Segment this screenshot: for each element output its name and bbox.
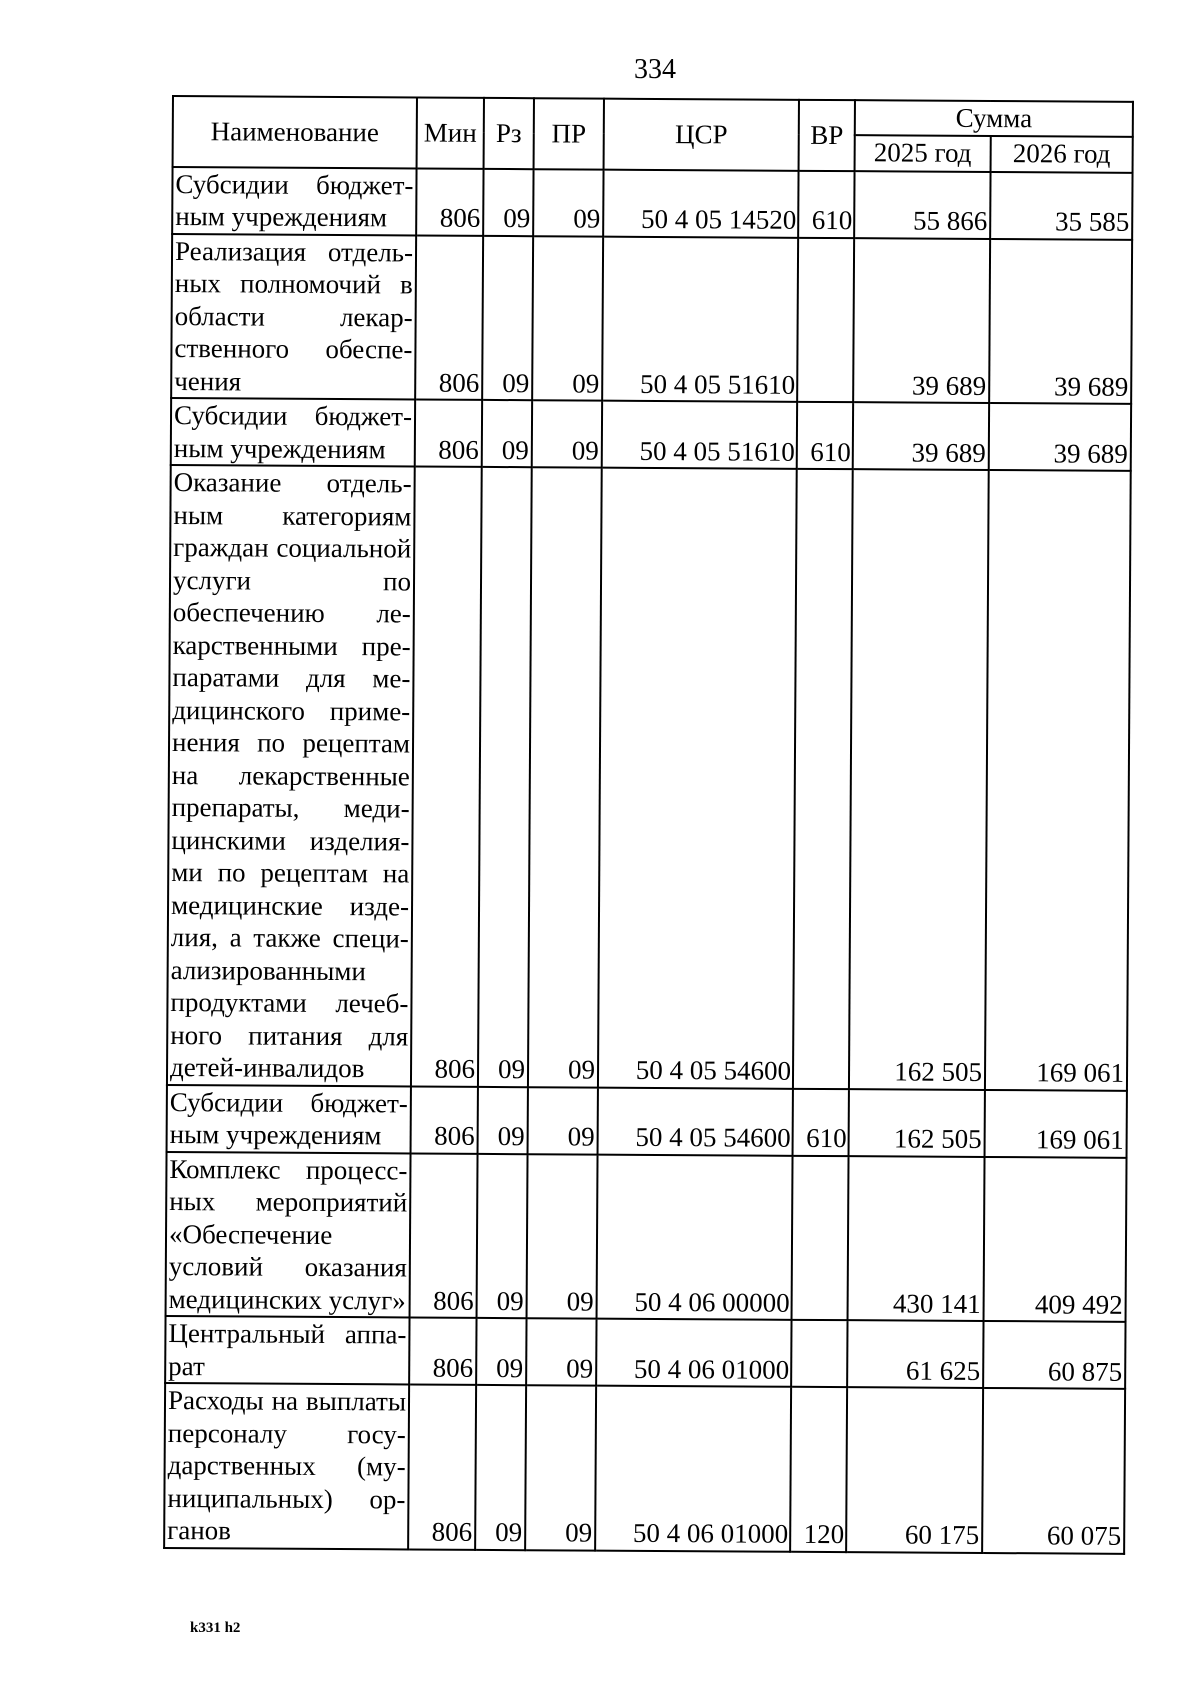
row-name: Субсидии бюджетным учреждениям xyxy=(167,1084,411,1152)
row-vr: 610 xyxy=(797,402,853,469)
row-pr: 09 xyxy=(525,1385,596,1550)
row-vr xyxy=(793,469,853,1089)
row-pr: 09 xyxy=(533,169,603,236)
row-pr: 09 xyxy=(532,400,602,467)
row-min: 806 xyxy=(411,1086,478,1153)
header-pr: ПР xyxy=(534,98,604,169)
row-amount-2025: 162 505 xyxy=(849,469,989,1089)
row-pr: 09 xyxy=(526,1318,596,1385)
row-csr: 50 4 05 54600 xyxy=(598,468,797,1089)
row-name: Оказание отдельным категориям граждан социальной услуги по обеспечению лекарственными препаратами для медицинского применения по рецептам на лекарственные препараты, медицинскими изделиями по рецептам на медицинские изделия, а также специализированными продуктами лечебного питания для детей-инвалидов xyxy=(167,465,415,1086)
row-rz: 09 xyxy=(478,1086,528,1153)
row-amount-2026: 169 061 xyxy=(985,470,1131,1090)
row-pr: 09 xyxy=(532,236,603,401)
table-body xyxy=(164,167,1132,1554)
row-vr xyxy=(792,1155,849,1320)
row-rz: 09 xyxy=(478,467,532,1087)
header-rz: Рз xyxy=(484,98,534,169)
row-rz: 09 xyxy=(477,1153,528,1318)
table-row xyxy=(165,1316,1125,1389)
row-amount-2025: 55 866 xyxy=(854,171,990,239)
row-name: Центральный аппарат xyxy=(165,1316,409,1384)
row-name: Комплекс процессных мероприятий «Обеспечение условий оказания медицинских услуг» xyxy=(166,1151,411,1317)
row-pr: 09 xyxy=(528,467,602,1087)
row-min: 806 xyxy=(416,168,483,235)
table-row xyxy=(171,398,1131,471)
row-pr: 09 xyxy=(527,1154,598,1319)
budget-table xyxy=(163,95,1134,1554)
row-vr: 610 xyxy=(793,1088,849,1155)
row-min: 806 xyxy=(408,1384,476,1549)
budget-table-container xyxy=(163,95,1134,1554)
row-name: Субсидии бюджетным учреждениям xyxy=(172,167,416,235)
row-amount-2025: 39 689 xyxy=(853,402,989,470)
row-amount-2026: 60 075 xyxy=(982,1388,1125,1553)
row-amount-2025: 60 175 xyxy=(846,1387,983,1552)
row-amount-2025: 162 505 xyxy=(849,1089,985,1157)
row-rz: 09 xyxy=(482,400,532,467)
row-amount-2025: 430 141 xyxy=(848,1156,985,1321)
row-amount-2026: 60 875 xyxy=(983,1321,1125,1389)
row-vr: 610 xyxy=(798,170,854,237)
row-amount-2025: 61 625 xyxy=(847,1320,983,1388)
table-row xyxy=(172,167,1132,240)
header-vr: ВР xyxy=(799,100,855,171)
row-name: Расходы на выплаты персоналу государственных (муниципальных) органов xyxy=(164,1383,409,1549)
row-csr: 50 4 05 51610 xyxy=(602,401,797,469)
row-rz: 09 xyxy=(483,168,533,235)
header-year-2025: 2025 год xyxy=(855,135,991,172)
row-vr xyxy=(791,1320,847,1387)
header-name: Наименование xyxy=(173,96,417,168)
footer-code: k331 h2 xyxy=(190,1620,241,1636)
header-min: Мин xyxy=(417,97,484,168)
table-row xyxy=(167,1084,1127,1157)
row-amount-2026: 39 689 xyxy=(989,239,1132,404)
row-name: Реализация отдельных полномочий в области лекарственного обеспечения xyxy=(171,234,416,400)
header-year-2026: 2026 год xyxy=(991,136,1133,173)
row-csr: 50 4 06 01000 xyxy=(595,1386,791,1552)
row-csr: 50 4 05 14520 xyxy=(603,169,798,237)
row-min: 806 xyxy=(411,466,482,1086)
row-min: 806 xyxy=(410,1153,478,1318)
row-vr: 120 xyxy=(790,1387,847,1552)
row-csr: 50 4 05 54600 xyxy=(598,1087,793,1155)
row-csr: 50 4 05 51610 xyxy=(602,236,798,402)
page-number: 334 xyxy=(634,54,676,85)
row-rz: 09 xyxy=(482,235,533,400)
row-amount-2026: 39 689 xyxy=(989,403,1131,471)
row-pr: 09 xyxy=(528,1087,598,1154)
row-rz: 09 xyxy=(475,1385,526,1550)
row-csr: 50 4 06 00000 xyxy=(597,1154,793,1320)
table-row xyxy=(171,234,1132,404)
table-row xyxy=(166,1151,1127,1321)
row-min: 806 xyxy=(415,399,482,466)
table-row xyxy=(164,1383,1125,1553)
row-name: Субсидии бюджетным учреждениям xyxy=(171,398,415,466)
row-amount-2026: 409 492 xyxy=(984,1156,1127,1321)
row-rz: 09 xyxy=(476,1318,526,1385)
table-row xyxy=(167,465,1131,1090)
table-header xyxy=(173,96,1133,172)
header-csr: ЦСР xyxy=(604,99,799,171)
row-min: 806 xyxy=(409,1317,476,1384)
row-amount-2026: 35 585 xyxy=(990,172,1132,240)
row-min: 806 xyxy=(415,235,483,400)
row-vr xyxy=(797,237,854,402)
row-amount-2026: 169 061 xyxy=(985,1089,1127,1157)
row-csr: 50 4 06 01000 xyxy=(596,1319,791,1387)
header-sum: Сумма xyxy=(855,100,1133,136)
row-amount-2025: 39 689 xyxy=(853,238,990,403)
